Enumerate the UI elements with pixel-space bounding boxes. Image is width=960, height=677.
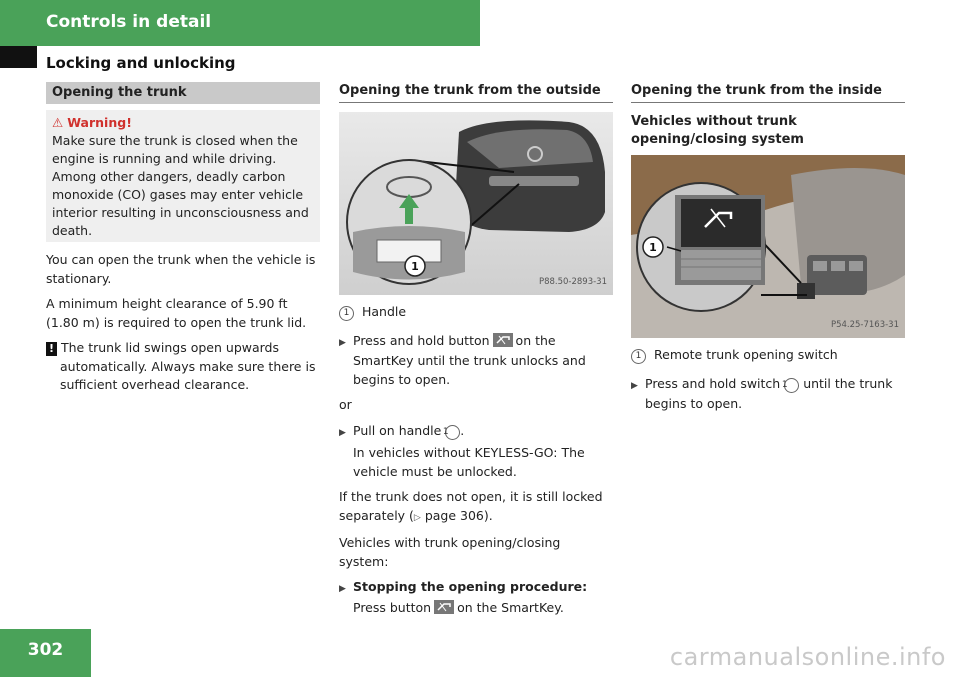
callout-number: 1 (339, 306, 354, 321)
callout-number: 1 (649, 241, 657, 254)
step-text: . (460, 422, 465, 438)
arrow-bullet-icon: ▶ (339, 337, 346, 348)
subheading: Vehicles without trunk opening/closing system (631, 114, 804, 147)
legend-item (631, 346, 905, 365)
step-text: on the SmartKey. (457, 599, 564, 615)
column-heading: Opening the trunk from the outside (339, 82, 613, 103)
conjunction: or (339, 397, 352, 412)
arrow-bullet-icon: ▶ (339, 584, 346, 594)
page-ref-icon: ▷ (413, 512, 421, 523)
paragraph: A minimum height clearance of 5.90 ft (1.80 m) is required to open the trunk lid. (46, 296, 307, 330)
trunk-handle-photo (339, 112, 613, 295)
column-heading: Opening the trunk from the inside (631, 82, 905, 103)
trunk-key-icon (434, 600, 454, 614)
callout-number: 1 (445, 425, 460, 440)
note-icon: ! (46, 342, 57, 356)
column-middle (339, 82, 613, 624)
callout-number: 1 (631, 349, 646, 364)
trunk-switch-photo (631, 155, 905, 338)
legend-text: Handle (362, 304, 407, 319)
warning-text: Make sure the trunk is closed when the engine is running and while driving. Among other dangers, deadly carbon monoxide (CO) gases may enter vehicle interior resulting in unconsciousness and death. (52, 133, 309, 238)
instruction-step (631, 375, 905, 414)
step-text: Press and hold switch (645, 375, 781, 391)
note-text: The trunk lid swings open upwards automatically. Always make sure there is sufficient overhead clearance. (60, 340, 316, 392)
page-number-box (0, 629, 91, 677)
paragraph: You can open the trunk when the vehicle is stationary. (46, 252, 316, 286)
image-code: P88.50-2893-31 (538, 276, 607, 287)
paragraph: Vehicles with trunk opening/closing system: (339, 535, 561, 569)
trunk-key-icon (493, 333, 513, 347)
arrow-bullet-icon: ▶ (631, 380, 638, 391)
column-right (631, 82, 905, 421)
step-text: Press and hold button (353, 332, 490, 348)
legend-text: Remote trunk opening switch (654, 347, 838, 362)
step-label: Stopping the opening procedure: (353, 579, 588, 594)
arrow-bullet-icon: ▶ (339, 427, 346, 438)
warning-title: Warning! (67, 115, 132, 130)
page-number: 302 (27, 640, 64, 660)
instruction-step (339, 332, 613, 390)
watermark: carmanualsonline.info (669, 643, 946, 671)
section-heading: Opening the trunk (46, 82, 320, 104)
callout-number: 1 (784, 378, 799, 393)
section-title: Controls in detail (46, 12, 212, 32)
trunk-handle-illustration (339, 112, 613, 295)
step-text: Press button (353, 599, 432, 615)
instruction-step (339, 578, 613, 617)
paragraph-text: page 306). (420, 507, 493, 523)
trunk-switch-illustration (631, 155, 905, 338)
step-text: on the SmartKey until the trunk unlocks and begins to open. (353, 332, 586, 387)
legend-item (339, 303, 613, 322)
subsection-title: Locking and unlocking (46, 54, 236, 72)
note (46, 339, 320, 395)
image-code: P54.25-7163-31 (830, 319, 899, 330)
step-note: In vehicles without KEYLESS-GO: The vehicle must be unlocked. (353, 445, 585, 479)
header-marker (0, 46, 37, 68)
column-left (46, 82, 320, 402)
paragraph-text: If the trunk does not open, it is still locked separately ( (339, 489, 603, 523)
step-text: until the trunk begins to open. (645, 375, 893, 411)
instruction-step (339, 422, 613, 443)
warning-box (46, 110, 320, 242)
callout-number: 1 (411, 260, 419, 273)
warning-triangle-icon: ⚠ (52, 115, 64, 130)
step-text: Pull on handle (353, 422, 442, 438)
paragraph (339, 488, 613, 527)
